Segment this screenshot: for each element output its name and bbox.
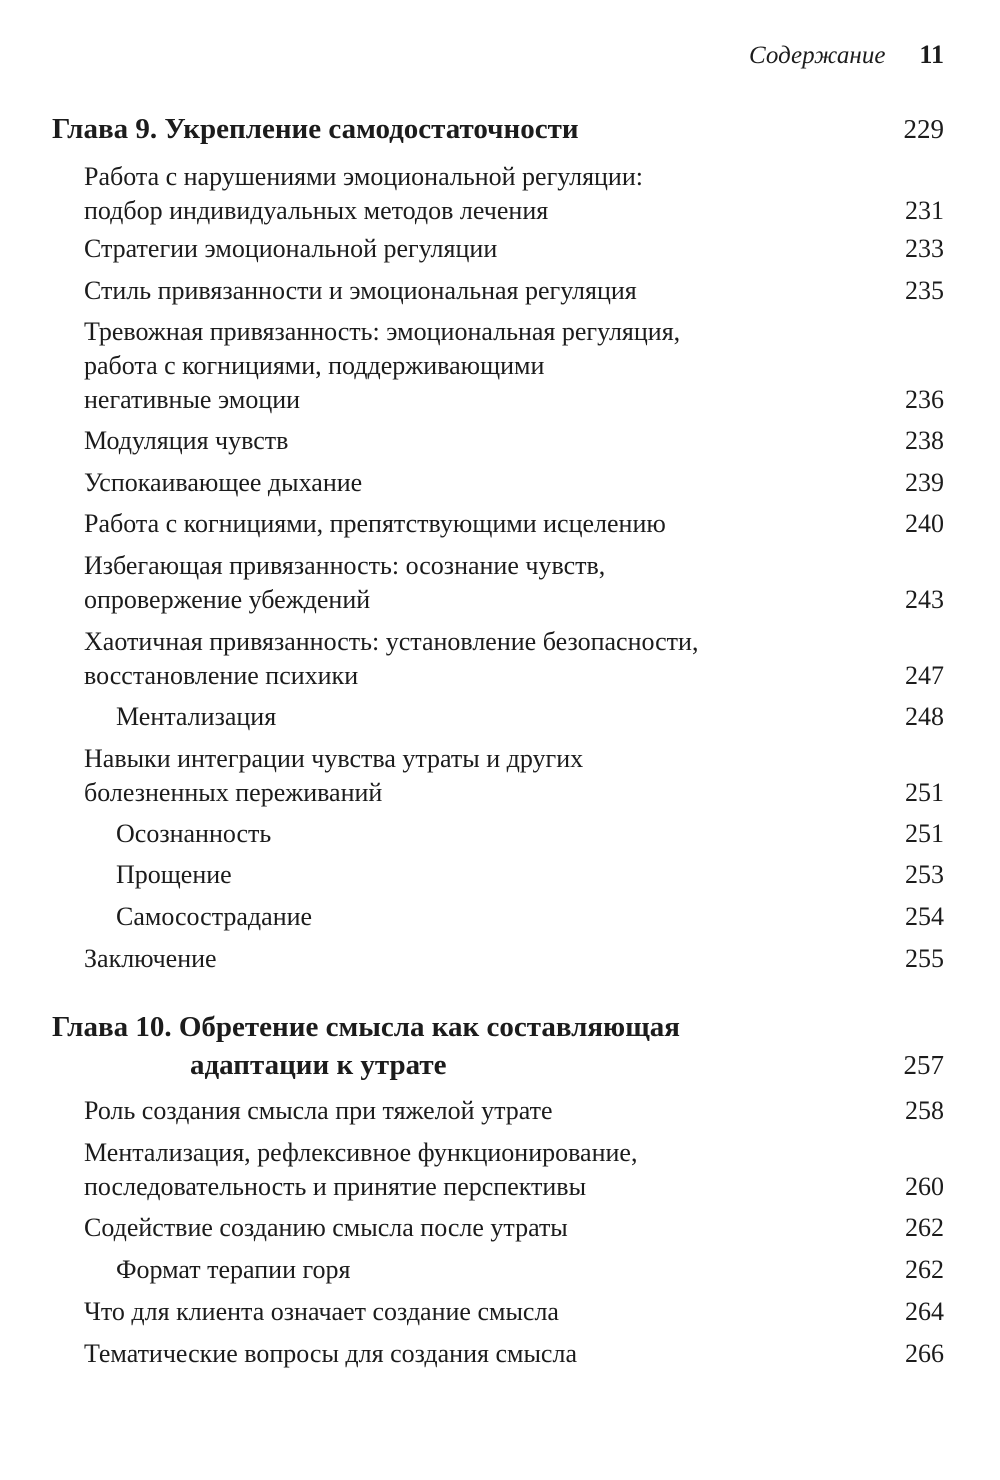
- toc-entry-line: Избегающая привязанность: осознание чувств,: [84, 551, 606, 580]
- toc-entry-title: Формат терапии горя: [116, 1255, 351, 1284]
- toc-entry: [84, 1094, 944, 1128]
- toc-entry: [84, 1337, 944, 1371]
- page-number: 11: [919, 40, 944, 69]
- toc-entry-page: 247: [905, 661, 944, 690]
- toc-entry-line: болезненных переживаний: [84, 778, 383, 807]
- toc-entry-line: Тревожная привязанность: эмоциональная регуляция,: [84, 317, 681, 346]
- toc-entry-line: Хаотичная привязанность: установление безопасности,: [84, 627, 699, 656]
- toc-entry-page: 235: [905, 276, 944, 305]
- toc-entry: [84, 466, 944, 500]
- toc-entry-page: 266: [905, 1339, 944, 1368]
- chapter-name: Укрепление самодостаточности: [164, 113, 579, 145]
- toc-entry-title: Тематические вопросы для создания смысла: [84, 1339, 577, 1368]
- toc-entry-page: 238: [905, 426, 944, 455]
- toc-entry-line: работа с когнициями, поддерживающими: [84, 351, 545, 380]
- toc-entry-line: негативные эмоции: [84, 385, 301, 414]
- running-header: [749, 40, 944, 70]
- toc-entry-title: Стиль привязанности и эмоциональная регуляция: [84, 276, 637, 305]
- toc-entry-title: [84, 160, 944, 228]
- toc-entry-title: Осознанность: [116, 819, 272, 848]
- toc-entry-page: 233: [905, 234, 944, 263]
- toc-entry: [84, 742, 944, 810]
- chapter-heading: [52, 110, 944, 148]
- toc-entry: [84, 274, 944, 308]
- toc-subentry: [116, 1253, 944, 1287]
- toc-subentry: [116, 900, 944, 934]
- toc-entry: [84, 160, 944, 228]
- toc-entry: [84, 507, 944, 541]
- toc-entry-page: 251: [905, 819, 944, 848]
- toc-entry-title: Что для клиента означает создание смысла: [84, 1297, 559, 1326]
- chapter-label: Глава 9.: [52, 113, 158, 145]
- toc-entry-title: Ментализация: [116, 702, 277, 731]
- toc-entry: [84, 942, 944, 976]
- toc-entry-title: Роль создания смысла при тяжелой утрате: [84, 1096, 553, 1125]
- toc-entry-title: [84, 625, 944, 693]
- toc-entry: [84, 424, 944, 458]
- toc-entry-page: 262: [905, 1213, 944, 1242]
- chapter-title: [52, 1008, 944, 1046]
- toc-entry-title: [84, 1136, 944, 1204]
- toc-entry: [84, 1211, 944, 1245]
- toc-entry-page: 262: [905, 1255, 944, 1284]
- toc-entry-page: 231: [905, 196, 944, 225]
- section-title: Содержание: [749, 42, 886, 69]
- toc-subentry: [116, 700, 944, 734]
- chapter-title-continuation: адаптации к утрате: [190, 1049, 447, 1081]
- toc-entry-page: 255: [905, 944, 944, 973]
- toc-entry-page: 258: [905, 1096, 944, 1125]
- toc-entry-title: [84, 549, 944, 617]
- toc-entry-page: 243: [905, 585, 944, 614]
- toc-entry: [84, 549, 944, 617]
- toc-entry: [84, 1295, 944, 1329]
- chapter-page: 229: [903, 114, 944, 144]
- toc-entry-title: Модуляция чувств: [84, 426, 289, 455]
- toc-entry-page: 254: [905, 902, 944, 931]
- toc-entry-title: Содействие созданию смысла после утраты: [84, 1213, 568, 1242]
- toc-entry-page: 264: [905, 1297, 944, 1326]
- toc-entry: [84, 232, 944, 266]
- toc-subentry: [116, 817, 944, 851]
- toc-entry-page: 248: [905, 702, 944, 731]
- chapter-title: [52, 110, 944, 148]
- toc-entry-line: восстановление психики: [84, 661, 359, 690]
- toc-entry-page: 253: [905, 860, 944, 889]
- toc-entry-line: Ментализация, рефлексивное функционирование,: [84, 1138, 638, 1167]
- toc-entry-line: подбор индивидуальных методов лечения: [84, 196, 549, 225]
- toc-entry-page: 260: [905, 1172, 944, 1201]
- toc-entry: [84, 625, 944, 693]
- chapter-name: Обретение смысла как составляющая: [178, 1011, 680, 1043]
- toc-subentry: [116, 858, 944, 892]
- chapter-label: Глава 10.: [52, 1011, 172, 1043]
- toc-entry-title: Прощение: [116, 860, 232, 889]
- chapter-heading: [52, 1008, 944, 1084]
- toc-entry-line: последовательность и принятие перспективы: [84, 1172, 587, 1201]
- toc-entry-page: 251: [905, 778, 944, 807]
- toc-entry-line: Навыки интеграции чувства утраты и других: [84, 744, 584, 773]
- toc-entry-line: опровержение убеждений: [84, 585, 371, 614]
- toc-entry: [84, 1136, 944, 1204]
- toc-entry-title: Работа с когнициями, препятствующими исцелению: [84, 509, 666, 538]
- toc-entry-title: [84, 315, 944, 417]
- toc-entry-line: Работа с нарушениями эмоциональной регуляции:: [84, 162, 643, 191]
- chapter-page: 257: [903, 1050, 944, 1080]
- toc-entry-title: [84, 742, 944, 810]
- toc-entry-title: Успокаивающее дыхание: [84, 468, 363, 497]
- toc-entry-title: Стратегии эмоциональной регуляции: [84, 234, 498, 263]
- toc-entry-title: Самосострадание: [116, 902, 313, 931]
- toc-entry-title: Заключение: [84, 944, 217, 973]
- toc-entry-page: 240: [905, 509, 944, 538]
- toc-entry-page: 236: [905, 385, 944, 414]
- toc-entry-page: 239: [905, 468, 944, 497]
- toc-entry: [84, 315, 944, 417]
